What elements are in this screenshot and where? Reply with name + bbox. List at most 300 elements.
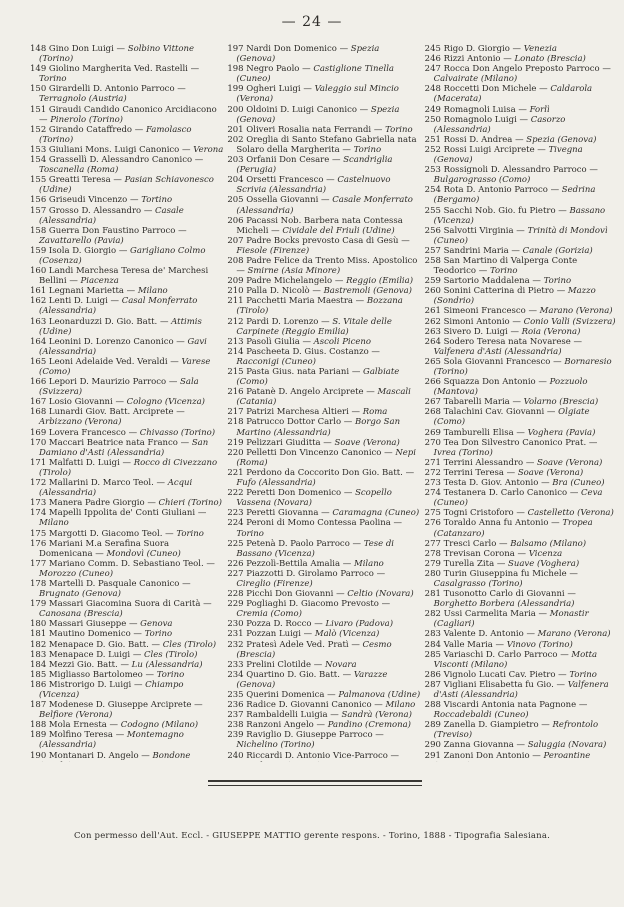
list-entry bbox=[425, 629, 618, 639]
list-entry bbox=[30, 44, 223, 64]
entry-name: 186 Mistrorigo D. Luigi — bbox=[30, 679, 146, 690]
list-entry bbox=[227, 84, 420, 104]
list-entry bbox=[425, 559, 618, 569]
entry-place: Torino bbox=[236, 528, 264, 539]
list-entry bbox=[30, 498, 223, 508]
entry-name: 163 Leonarduzzi D. Gio. Batt. — bbox=[30, 316, 172, 327]
entry-name: 274 Testanera D. Carlo Canonico — bbox=[424, 488, 582, 499]
entry-name: 149 Giolino Margherita Ved. Rastelli — bbox=[30, 64, 200, 75]
list-entry bbox=[30, 337, 223, 357]
entry-name: 189 Molfino Teresa — bbox=[30, 730, 127, 741]
list-entry bbox=[425, 54, 618, 64]
entry-name: 202 Oreglia di Santo Stefano Gabriella nata Solaro della Margherita — bbox=[227, 134, 417, 155]
entry-place: Volarno (Brescia) bbox=[523, 397, 599, 408]
entry-place: Suave (Voghera) bbox=[508, 558, 580, 569]
entry-place: Scandriglia (Perugia) bbox=[236, 155, 393, 176]
entry-place: Rocco di Civezzano (Tirolo) bbox=[39, 457, 218, 478]
entry-place: Caramagna (Cuneo) bbox=[332, 508, 420, 519]
entry-name: 168 Lunardi Giov. Batt. Arciprete — bbox=[30, 407, 185, 418]
list-entry bbox=[227, 468, 420, 488]
entry-name: 171 Malfatti D. Luigi — bbox=[30, 457, 134, 468]
list-entry bbox=[425, 478, 618, 488]
list-entry bbox=[227, 690, 420, 700]
entry-place: Solbino Vittone (Torino) bbox=[39, 44, 195, 65]
list-entry bbox=[425, 518, 618, 538]
list-entry bbox=[227, 44, 420, 64]
list-entry bbox=[425, 115, 618, 135]
entry-place: Torino bbox=[569, 669, 597, 680]
entry-name: 252 Rossi Luigi Arciprete — bbox=[424, 144, 549, 155]
list-entry bbox=[425, 751, 618, 762]
list-entry bbox=[227, 216, 420, 236]
list-entry bbox=[425, 135, 618, 145]
entry-name: 206 Pacassi Nob. Barbera nata Contessa Micheli — bbox=[227, 215, 403, 236]
entry-place: Chieri (Torino) bbox=[158, 498, 222, 509]
entry-name: 229 Pogliaghi D. Giacomo Prevosto — bbox=[227, 599, 391, 610]
entry-place: Borghetto Borbera (Alessandria) bbox=[433, 599, 575, 610]
list-entry bbox=[227, 508, 420, 518]
entry-place: Fufo (Alessandria) bbox=[236, 478, 316, 489]
entry-name: 237 Rambaldelli Luigia — bbox=[227, 710, 342, 721]
entry-name: 269 Tamburelli Elisa — bbox=[424, 427, 528, 438]
entry-name: 153 Giuliani Mons. Luigi Canonico — bbox=[30, 144, 194, 155]
entry-name: 151 Giraudi Candido Canonico Arcidiacono — bbox=[30, 104, 217, 125]
list-entry bbox=[425, 185, 618, 205]
entry-name: 213 Pasolì Giulia — bbox=[227, 336, 314, 347]
list-entry bbox=[425, 720, 618, 740]
entry-name: 180 Massari Giuseppe — bbox=[30, 619, 141, 630]
list-entry bbox=[30, 629, 223, 639]
entry-name: 187 Modenese D. Giuseppe Arciprete — bbox=[30, 700, 203, 711]
list-entry bbox=[30, 397, 223, 407]
entry-place: Tese di Bassano (Vicenza) bbox=[236, 538, 395, 559]
list-entry bbox=[30, 751, 223, 762]
entry-place: Motta Visconti (Milano) bbox=[433, 649, 598, 670]
list-entry bbox=[425, 64, 618, 84]
entry-name: 199 Ogheri Luigi — bbox=[227, 84, 315, 95]
entry-name: 204 Orsetti Francesco — bbox=[227, 175, 338, 186]
page-number: — 24 — bbox=[281, 14, 343, 30]
entry-name: 227 Piazzotti D. Girolamo Parroco — bbox=[227, 568, 386, 579]
entry-name: 284 Valle Maria — bbox=[424, 639, 507, 650]
entry-place: Milano bbox=[354, 558, 384, 569]
list-entry bbox=[227, 539, 420, 559]
list-entry bbox=[425, 508, 618, 518]
list-entry bbox=[30, 700, 223, 720]
entry-place: Bulgarograsso (Como) bbox=[433, 175, 531, 186]
list-entry bbox=[30, 246, 223, 266]
list-entry bbox=[30, 175, 223, 195]
entry-place: Famolasco (Torino) bbox=[39, 124, 192, 145]
list-entry bbox=[227, 518, 420, 538]
entry-name: 264 Sodero Teresa nata Novarese — bbox=[424, 336, 582, 347]
entry-name: 230 Pozza D. Rocco — bbox=[227, 619, 326, 630]
entry-name: 188 Mola Ernesta — bbox=[30, 720, 121, 731]
entry-name: 173 Manera Padre Giorgio — bbox=[30, 498, 159, 509]
entry-name: 179 Massari Giacomina Suora di Carità — bbox=[30, 599, 212, 610]
entry-place: Belfiore (Verona) bbox=[39, 710, 113, 721]
entry-name: 255 Sacchi Nob. Gio. fu Pietro — bbox=[424, 205, 570, 216]
entry-name: 210 Palla D. Nicolò — bbox=[227, 286, 324, 297]
entry-name: 164 Leonini D. Lorenzo Canonico — bbox=[30, 336, 188, 347]
list-entry bbox=[425, 286, 618, 306]
entry-place: Torino bbox=[176, 528, 204, 539]
entry-place: Vinovo (Torino) bbox=[506, 639, 573, 650]
list-entry bbox=[227, 438, 420, 448]
entry-place: Scopello Vassena (Novara) bbox=[236, 488, 392, 509]
entry-place: Cesmo (Brescia) bbox=[236, 639, 392, 660]
entry-name: 232 Pratesì Adele Ved. Pratì — bbox=[227, 639, 363, 650]
entry-place: Reggio (Emilia) bbox=[346, 276, 414, 287]
entry-name: 184 Mezzi Gio. Batt. — bbox=[30, 659, 132, 670]
list-entry bbox=[227, 700, 420, 710]
list-entry bbox=[227, 710, 420, 720]
entry-name: 262 Simoni Antonio — bbox=[424, 316, 524, 327]
entry-name: 176 Mariani M.a Serafina Suora Domenicana — bbox=[30, 538, 170, 559]
entry-name: 249 Romagnoli Luisa — bbox=[424, 104, 530, 115]
entry-place: Canale (Gorizia) bbox=[522, 245, 593, 256]
entry-place: Brugnato (Genova) bbox=[39, 589, 121, 600]
entry-name: 254 Rota D. Antonio Parroco — bbox=[424, 185, 562, 196]
entry-place: Torino bbox=[489, 266, 518, 277]
list-entry bbox=[425, 105, 618, 115]
entry-name: 234 Quartino D. Gio. Batt. — bbox=[227, 669, 354, 680]
list-entry bbox=[227, 347, 420, 367]
list-entry bbox=[227, 488, 420, 508]
entry-place: Spezia (Genova) bbox=[236, 44, 380, 65]
entry-name: 238 Ranzoni Angelo — bbox=[227, 720, 328, 731]
entry-place: Spezia (Genova) bbox=[526, 134, 597, 145]
entry-place: Balsamo (Milano) bbox=[510, 538, 587, 549]
entry-name: 198 Negro Paolo — bbox=[227, 64, 314, 75]
list-entry bbox=[30, 720, 223, 730]
entry-place: Casorzo (Alessandria) bbox=[433, 114, 566, 135]
entry-place: Castelnuovo Scrivia (Alessandria) bbox=[236, 175, 391, 196]
entry-name: 282 Ussi Carmelita Maria — bbox=[424, 609, 550, 620]
entry-place: Forlì bbox=[529, 104, 550, 115]
entry-place: Malò (Vicenza) bbox=[314, 629, 380, 640]
entry-place: Valfenera d'Asti (Alessandria) bbox=[433, 679, 609, 700]
entry-place: Spezia (Genova) bbox=[236, 104, 400, 125]
entry-place: Roccadebaldi (Cuneo) bbox=[433, 710, 529, 721]
list-entry bbox=[425, 468, 618, 478]
entry-name: 290 Zanna Giovanna — bbox=[424, 740, 528, 751]
list-entry bbox=[227, 640, 420, 660]
list-entry bbox=[425, 84, 618, 104]
entry-name: 275 Togni Cristoforo — bbox=[424, 508, 528, 519]
entry-place: Racconigi (Cuneo) bbox=[236, 356, 316, 367]
entry-name: 166 Lepori D. Maurizio Parroco — bbox=[30, 377, 181, 388]
list-entry bbox=[425, 407, 618, 427]
list-entry bbox=[227, 367, 420, 387]
entry-name: 183 Menapace D. Luigi — bbox=[30, 649, 145, 660]
list-entry bbox=[227, 175, 420, 195]
entry-place: Sala (Svizzera) bbox=[39, 377, 199, 398]
entry-place: Nichelino (Torino) bbox=[236, 740, 315, 751]
list-entry bbox=[227, 236, 420, 256]
entry-name: 276 Toraldo Anna fu Antonio — bbox=[424, 518, 563, 529]
list-entry bbox=[30, 357, 223, 377]
list-entry bbox=[425, 438, 618, 458]
entry-name: 158 Guerra Don Faustino Parroco — bbox=[30, 225, 187, 236]
entry-place: Mascali (Catania) bbox=[236, 387, 411, 408]
entry-name: 228 Picchi Don Giovanni — bbox=[227, 589, 348, 600]
list-entry bbox=[227, 417, 420, 437]
list-entry bbox=[425, 428, 618, 438]
entry-name: 260 Sonini Catterina di Pietro — bbox=[424, 286, 568, 297]
list-entry bbox=[227, 286, 420, 296]
entry-name: 268 Talachini Cav. Giovanni — bbox=[424, 407, 559, 418]
list-entry bbox=[425, 226, 618, 246]
entry-name: 219 Pelizzari Giuditta — bbox=[227, 437, 335, 448]
list-entry bbox=[425, 488, 618, 508]
list-entry bbox=[30, 105, 223, 125]
entry-name: 197 Nardi Don Domenico — bbox=[227, 44, 351, 54]
list-entry bbox=[30, 478, 223, 498]
entry-name: 207 Padre Bocks prevosto Casa di Gesù — bbox=[227, 235, 410, 246]
entry-name: 209 Padre Michelangelo — bbox=[227, 276, 347, 287]
entry-place: Calvairate (Milano) bbox=[433, 74, 518, 85]
entry-name: 218 Patrucco Dottor Carlo — bbox=[227, 417, 355, 428]
entry-name: 167 Losio Giovanni — bbox=[30, 397, 127, 408]
list-entry bbox=[425, 680, 618, 700]
entry-name: 267 Tabarelli Maria — bbox=[424, 397, 524, 408]
entry-name: 287 Vigliani Elisabetta fu Gio. — bbox=[424, 679, 568, 690]
entry-name: 248 Roccetti Don Michele — bbox=[424, 84, 551, 95]
list-entry bbox=[425, 539, 618, 549]
entry-place: Pozzuolo (Mantova) bbox=[433, 377, 588, 398]
entry-place: Cremia (Como) bbox=[236, 609, 302, 620]
entry-name: 250 Romagnolo Luigi — bbox=[424, 114, 531, 125]
list-entry bbox=[227, 720, 420, 730]
entry-name: 211 Pacchetti Maria Maestra — bbox=[227, 296, 367, 307]
entry-place: Garigliano Colmo (Cosenza) bbox=[39, 245, 206, 266]
entry-place: Saluggia (Novara) bbox=[527, 740, 607, 751]
list-entry bbox=[227, 195, 420, 215]
entry-place: Voghera (Pavia) bbox=[527, 427, 596, 438]
entry-name: 223 Peretti Giovanna — bbox=[227, 508, 333, 519]
entry-name: 273 Testa D. Giov. Antonio — bbox=[424, 478, 553, 489]
entry-place: Ceva (Cuneo) bbox=[433, 488, 603, 509]
entry-place: Peroantine bbox=[543, 750, 591, 761]
entry-place: Bassano (Vicenza) bbox=[433, 205, 606, 226]
list-entry bbox=[227, 296, 420, 316]
list-entry bbox=[425, 357, 618, 377]
entry-place: Pinerolo (Torino) bbox=[50, 114, 123, 125]
entry-place: Valfenera d'Asti (Alessandria) bbox=[433, 346, 562, 357]
entry-name: 240 Riccardi D. Antonio Vice-Parroco — bbox=[227, 750, 400, 761]
entry-name: 281 Tusonotto Carlo di Giovanni — bbox=[424, 589, 576, 600]
list-entry bbox=[425, 246, 618, 256]
entry-name: 286 Vignolo Lucati Cav. Pietro — bbox=[424, 669, 570, 680]
entry-name: 154 Grassellì D. Alessandro Canonico — bbox=[30, 155, 204, 166]
entry-name: 205 Ossella Giovanni — bbox=[227, 195, 333, 206]
entry-name: 283 Valente D. Antonio — bbox=[424, 629, 538, 640]
list-entry bbox=[30, 125, 223, 145]
list-entry bbox=[425, 458, 618, 468]
entry-name: 247 Rocca Don Angelo Preposto Parroco — bbox=[424, 64, 611, 75]
entry-name: 169 Lovera Francesco — bbox=[30, 427, 140, 438]
entry-place: Torino bbox=[385, 124, 413, 135]
entry-place: Celtio (Novara) bbox=[347, 589, 414, 600]
entry-place: Refrontolo (Treviso) bbox=[433, 720, 599, 741]
entry-place: Ivrea (Torino) bbox=[433, 447, 493, 458]
entry-place: Pasian Schiavonesco (Udine) bbox=[39, 175, 214, 196]
list-entry bbox=[425, 327, 618, 337]
entry-place: Torino bbox=[156, 669, 185, 680]
entry-name: 212 Pardi D. Lorenzo — bbox=[227, 316, 333, 327]
entry-name: 270 Tea Don Silvestro Canonico Prat. — bbox=[424, 437, 598, 448]
entry-name: 226 Pezzolì-Bettila Amalia — bbox=[227, 558, 354, 569]
entry-name: 178 Martelli D. Pasquale Canonico — bbox=[30, 578, 191, 589]
list-entry bbox=[425, 700, 618, 720]
entry-place: Torino bbox=[144, 629, 173, 640]
list-entry bbox=[30, 226, 223, 246]
entry-place: Palmanova (Udine) bbox=[338, 690, 421, 700]
entry-place: Fiesole (Firenze) bbox=[236, 245, 310, 256]
entry-place: Sandrà (Verona) bbox=[341, 710, 412, 721]
list-entry bbox=[30, 529, 223, 539]
entry-name: 221 Perdono da Coccorito Don Gio. Batt. — bbox=[227, 467, 415, 478]
entry-place: Smirne (Asia Minore) bbox=[247, 266, 341, 277]
list-entry bbox=[227, 317, 420, 337]
list-entry bbox=[227, 387, 420, 407]
entry-place: Conio Valli (Svizzera) bbox=[523, 316, 616, 327]
list-entry bbox=[227, 105, 420, 125]
list-entry bbox=[30, 599, 223, 619]
entry-place: Casale Monferrato (Alessandria) bbox=[236, 195, 413, 216]
entry-place: Cologno (Vicenza) bbox=[126, 397, 205, 408]
entry-name: 160 Landi Marchesa Teresa de' Marchesi Bellini — bbox=[30, 266, 209, 287]
entry-name: 265 Sola Giovanni Francesco — bbox=[424, 356, 565, 367]
entry-place: Soave (Verona) bbox=[334, 437, 400, 448]
entry-name: 170 Maccari Beatrice nata Franco — bbox=[30, 437, 192, 448]
entry-place: Milano bbox=[385, 700, 416, 711]
entry-place: Castiglione Tinella (Cuneo) bbox=[236, 64, 394, 85]
list-entry bbox=[227, 125, 420, 135]
entry-place: Castelletto (Verona) bbox=[527, 508, 614, 519]
list-entry bbox=[30, 730, 223, 750]
entry-place: Canosana (Brescia) bbox=[39, 609, 123, 620]
entry-place: Torino bbox=[353, 144, 382, 155]
entry-name: 150 Girardelli D. Antonio Parroco — bbox=[30, 84, 186, 95]
list-entry bbox=[30, 680, 223, 700]
entry-place: Torino bbox=[543, 276, 572, 287]
entry-name: 253 Rossignoli D. Alessandro Parroco — bbox=[424, 165, 598, 176]
list-entry bbox=[425, 44, 618, 54]
entry-name: 263 Sivero D. Luigi — bbox=[424, 326, 522, 337]
entry-place: Galbiate (Como) bbox=[236, 367, 400, 388]
list-entry bbox=[30, 286, 223, 296]
list-entry bbox=[30, 64, 223, 84]
entry-place: Chivasso (Torino) bbox=[139, 427, 216, 438]
entry-place: Olgiate (Como) bbox=[433, 407, 590, 428]
list-entry bbox=[30, 266, 223, 286]
entry-name: 214 Pascheeta D. Gius. Costanzo — bbox=[227, 346, 380, 357]
list-entry bbox=[227, 448, 420, 468]
entry-place: Roma bbox=[362, 407, 388, 418]
entry-place: Varazze (Genova) bbox=[236, 669, 388, 690]
list-entry bbox=[227, 559, 420, 569]
list-entry bbox=[425, 569, 618, 589]
column-2 bbox=[227, 44, 420, 762]
entry-place: Varese (Como) bbox=[39, 356, 211, 377]
entry-name: 190 Montanari D. Angelo — bbox=[30, 750, 153, 761]
list-entry bbox=[227, 589, 420, 599]
entry-name: 278 Trevisan Corona — bbox=[424, 548, 529, 559]
list-entry bbox=[425, 650, 618, 670]
entry-name: 200 Oldoini D. Luigi Canonico — bbox=[227, 104, 371, 115]
entry-name: 217 Patrizi Marchesa Altieri — bbox=[227, 407, 363, 418]
entry-name: 289 Zanella D. Giampietro — bbox=[424, 720, 553, 731]
entry-place: Marano (Verona) bbox=[537, 629, 611, 640]
entry-name: 222 Peretti Don Domenico — bbox=[227, 488, 356, 499]
double-rule-divider bbox=[208, 780, 422, 786]
entry-name: 172 Mallarini D. Marco Teol. — bbox=[30, 478, 168, 489]
entry-name: 224 Peroni di Momo Contessa Paolina — bbox=[227, 518, 402, 529]
list-entry bbox=[227, 670, 420, 690]
entry-name: 256 Salvotti Virginia — bbox=[424, 225, 528, 236]
entry-name: 162 Lenti D. Luigi — bbox=[30, 296, 122, 307]
entry-place: Bastremoli (Genova) bbox=[323, 286, 412, 297]
entry-place: Cles (Tirolo) bbox=[162, 639, 217, 650]
entry-place: Morozzo (Cuneo) bbox=[39, 568, 114, 579]
entry-place: Mazzo (Sondrio) bbox=[433, 286, 596, 307]
entry-place: Nepi (Roma) bbox=[236, 447, 416, 468]
entry-name: 259 Sartorio Maddalena — bbox=[424, 276, 544, 287]
entry-place: Genova bbox=[140, 619, 173, 630]
entry-place: Zavattarello (Pavia) bbox=[39, 235, 124, 246]
entry-name: 257 Sandrini Maria — bbox=[424, 245, 523, 256]
list-entry bbox=[227, 751, 420, 762]
entry-name: 220 Pelletti Don Vincenzo Canonico — bbox=[227, 447, 396, 458]
list-entry bbox=[30, 155, 223, 175]
list-entry bbox=[30, 84, 223, 104]
entry-place: Acqui (Alessandria) bbox=[39, 478, 193, 499]
list-entry bbox=[227, 660, 420, 670]
entry-name: 236 Radice D. Giovanni Canonico — bbox=[227, 700, 386, 711]
entry-name: 182 Menapace D. Gio. Batt. — bbox=[30, 639, 163, 650]
entry-place: Tivegna (Genova) bbox=[433, 144, 583, 166]
entry-place: Tropea (Catanzaro) bbox=[433, 518, 593, 539]
column-3 bbox=[425, 44, 618, 762]
entry-name: 239 Raviglio D. Giuseppe Parroco — bbox=[227, 730, 384, 741]
entry-place: Torino bbox=[39, 74, 67, 85]
entry-name: 152 Girando Cataffredo — bbox=[30, 124, 146, 135]
entry-place: Borgo San Martino (Alessandria) bbox=[236, 417, 401, 438]
list-entry bbox=[425, 306, 618, 316]
list-entry bbox=[227, 569, 420, 589]
entry-place: Casal Monferrato (Alessandria) bbox=[39, 296, 198, 317]
list-entry bbox=[227, 619, 420, 629]
list-entry bbox=[425, 256, 618, 276]
list-entry bbox=[30, 317, 223, 337]
entry-name: 291 Zanoni Don Antonio — bbox=[424, 750, 544, 761]
entry-name: 246 Rizzi Antonio — bbox=[424, 54, 515, 65]
entry-name: 181 Mautino Domenico — bbox=[30, 629, 145, 640]
entry-name: 272 Terrini Teresa — bbox=[424, 467, 518, 478]
entry-name: 165 Leoni Adelaide Ved. Veraldi — bbox=[30, 356, 182, 367]
entry-name: 233 Prelini Clotilde — bbox=[227, 659, 325, 670]
entry-name: 177 Mariano Comm. D. Sebastiano Teol. — bbox=[30, 558, 215, 569]
entry-name: 280 Turin Giuseppina fu Michele — bbox=[424, 568, 578, 579]
list-entry bbox=[425, 397, 618, 407]
entry-place: Sedrina (Bergamo) bbox=[433, 185, 596, 206]
list-entry bbox=[227, 64, 420, 84]
entry-place: Bra (Cuneo) bbox=[552, 478, 605, 489]
entry-place: Caldarola (Macerata) bbox=[433, 84, 593, 105]
list-entry bbox=[30, 539, 223, 559]
